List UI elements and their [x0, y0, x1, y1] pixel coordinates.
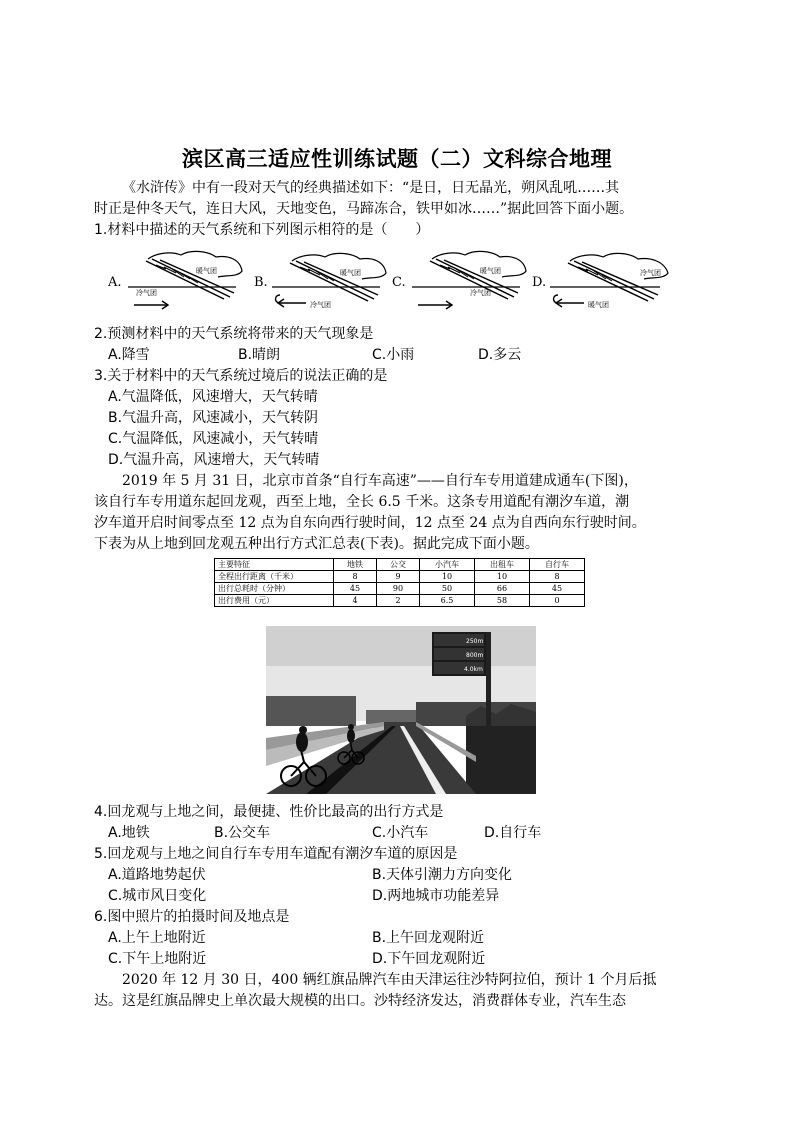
- q6-option-b: B.上午回龙观附近: [372, 930, 485, 946]
- intro3-line2: 达。这是红旗品牌史上单次最大规模的出口。沙特经济发达，消费群体专业，汽车生态: [94, 993, 626, 1009]
- fig-d-label: D.: [532, 275, 547, 290]
- intro1-line2: 时正是仲冬天气，连日大风，天地变色，马蹄冻合，铁甲如冰……”据此回答下面小题。: [94, 201, 634, 217]
- intro2-line3: 汐车道开启时间零点至 12 点为自东向西行驶时间，12 点至 24 点为自西向东行驶时间。: [94, 515, 646, 531]
- sign-distance-3: 4.0km: [464, 666, 483, 673]
- q1-figures: [108, 247, 708, 319]
- table-cell: 10: [475, 571, 530, 583]
- q2-option-c: C.小雨: [372, 347, 415, 363]
- bike-lane-photo: [266, 626, 536, 794]
- table-row: [215, 571, 585, 583]
- fig-a-label: A.: [108, 275, 122, 290]
- table-header-cell: 公交: [377, 559, 420, 571]
- table-cell: 2: [377, 595, 420, 607]
- question-5: 5.回龙观与上地之间自行车专用车道配有潮汐车道的原因是: [94, 846, 458, 862]
- q3-option-b: B.气温升高，风速减小，天气转阴: [108, 410, 319, 426]
- table-cell: 9: [377, 571, 420, 583]
- front-diagram-b: [270, 247, 390, 317]
- table-cell: 8: [530, 571, 585, 583]
- table-cell: 90: [377, 583, 420, 595]
- intro2-line2: 该自行车专用道东起回龙观，西至上地，全长 6.5 千米。这条专用道配有潮汐车道，潮: [94, 494, 630, 510]
- table-cell: 58: [475, 595, 530, 607]
- q6-option-a: A.上午上地附近: [108, 930, 206, 946]
- table-cell: 45: [530, 583, 585, 595]
- table-cell: 出行总耗时（分钟）: [215, 583, 334, 595]
- table-cell: 45: [334, 583, 377, 595]
- q5-option-b: B.天体引潮力方向变化: [372, 867, 513, 883]
- q4-option-a: A.地铁: [108, 825, 150, 841]
- intro1-line1: 《水浒传》中有一段对天气的经典描述如下：“是日，日无晶光，朔风乱吼……其: [122, 180, 620, 196]
- fig-b-warm: 暖气团: [340, 269, 361, 277]
- q2-option-a: A.降雪: [108, 347, 150, 363]
- sign-distance-1: 250m: [466, 638, 484, 645]
- intro3-line1: 2020 年 12 月 30 日，400 辆红旗品牌汽车由天津运往沙特阿拉伯，预计 1 个月后抵: [122, 972, 657, 988]
- table-cell: 66: [475, 583, 530, 595]
- table-header-row: [215, 559, 585, 571]
- q6-option-c: C.下午上地附近: [108, 951, 207, 967]
- table-cell: 0: [530, 595, 585, 607]
- q2-option-d: D.多云: [478, 347, 522, 363]
- fig-b-label: B.: [254, 275, 268, 290]
- front-diagram-a: [126, 247, 246, 317]
- question-3: 3.关于材料中的天气系统过境后的说法正确的是: [94, 368, 388, 384]
- fig-a-warm: 暖气团: [196, 267, 217, 275]
- q4-option-d: D.自行车: [484, 825, 542, 841]
- table-cell: 10: [420, 571, 475, 583]
- fig-c-warm: 暖气团: [480, 267, 501, 275]
- question-2: 2.预测材料中的天气系统将带来的天气现象是: [94, 326, 374, 342]
- sign-distance-2: 800m: [466, 652, 484, 659]
- table-row: [215, 595, 585, 607]
- q5-option-d: D.两地城市功能差异: [372, 888, 500, 904]
- intro2-line4: 下表为从上地到回龙观五种出行方式汇总表(下表)。据此完成下面小题。: [94, 536, 539, 552]
- table-header-cell: 自行车: [530, 559, 585, 571]
- table-cell: 8: [334, 571, 377, 583]
- table-cell: 全程出行距离（千米）: [215, 571, 334, 583]
- intro2-line1: 2019 年 5 月 31 日，北京市首条“自行车高速”——自行车专用道建成通车(下图)，: [122, 473, 638, 489]
- table-header-cell: 地铁: [334, 559, 377, 571]
- q3-option-d: D.气温升高，风速增大，天气转晴: [108, 452, 320, 468]
- q2-option-b: B.晴朗: [238, 347, 281, 363]
- q3-option-c: C.气温降低，风速减小，天气转晴: [108, 431, 319, 447]
- table-cell: 出行费用（元）: [215, 595, 334, 607]
- q4-option-c: C.小汽车: [372, 825, 429, 841]
- front-diagram-c: [410, 247, 530, 317]
- fig-c-label: C.: [392, 275, 406, 290]
- q6-option-d: D.下午回龙观附近: [372, 951, 486, 967]
- question-6: 6.图中照片的拍摄时间及地点是: [94, 909, 290, 925]
- table-cell: 50: [420, 583, 475, 595]
- question-1: 1.材料中描述的天气系统和下列图示相符的是（ ）: [94, 222, 430, 238]
- table-header-cell: 主要特征: [215, 559, 334, 571]
- table-cell: 4: [334, 595, 377, 607]
- fig-c-cold: 冷气团: [470, 289, 491, 297]
- question-4: 4.回龙观与上地之间，最便捷、性价比最高的出行方式是: [94, 804, 444, 820]
- travel-mode-table: [214, 558, 585, 607]
- fig-b-cold: 冷气团: [310, 301, 331, 309]
- fig-d-warm: 暖气团: [588, 301, 609, 309]
- fig-a-cold: 冷气团: [136, 289, 157, 297]
- table-cell: 6.5: [420, 595, 475, 607]
- q4-option-b: B.公交车: [214, 825, 271, 841]
- front-diagram-d: [548, 247, 672, 317]
- q3-option-a: A.气温降低，风速增大，天气转晴: [108, 389, 318, 405]
- fig-d-cold: 冷气团: [640, 269, 661, 277]
- page-title: 滨区高三适应性训练试题（二）文科综合地理: [182, 147, 612, 171]
- q5-option-a: A.道路地势起伏: [108, 867, 206, 883]
- table-header-cell: 小汽车: [420, 559, 475, 571]
- table-row: [215, 583, 585, 595]
- q5-option-c: C.城市风日变化: [108, 888, 207, 904]
- table-header-cell: 出租车: [475, 559, 530, 571]
